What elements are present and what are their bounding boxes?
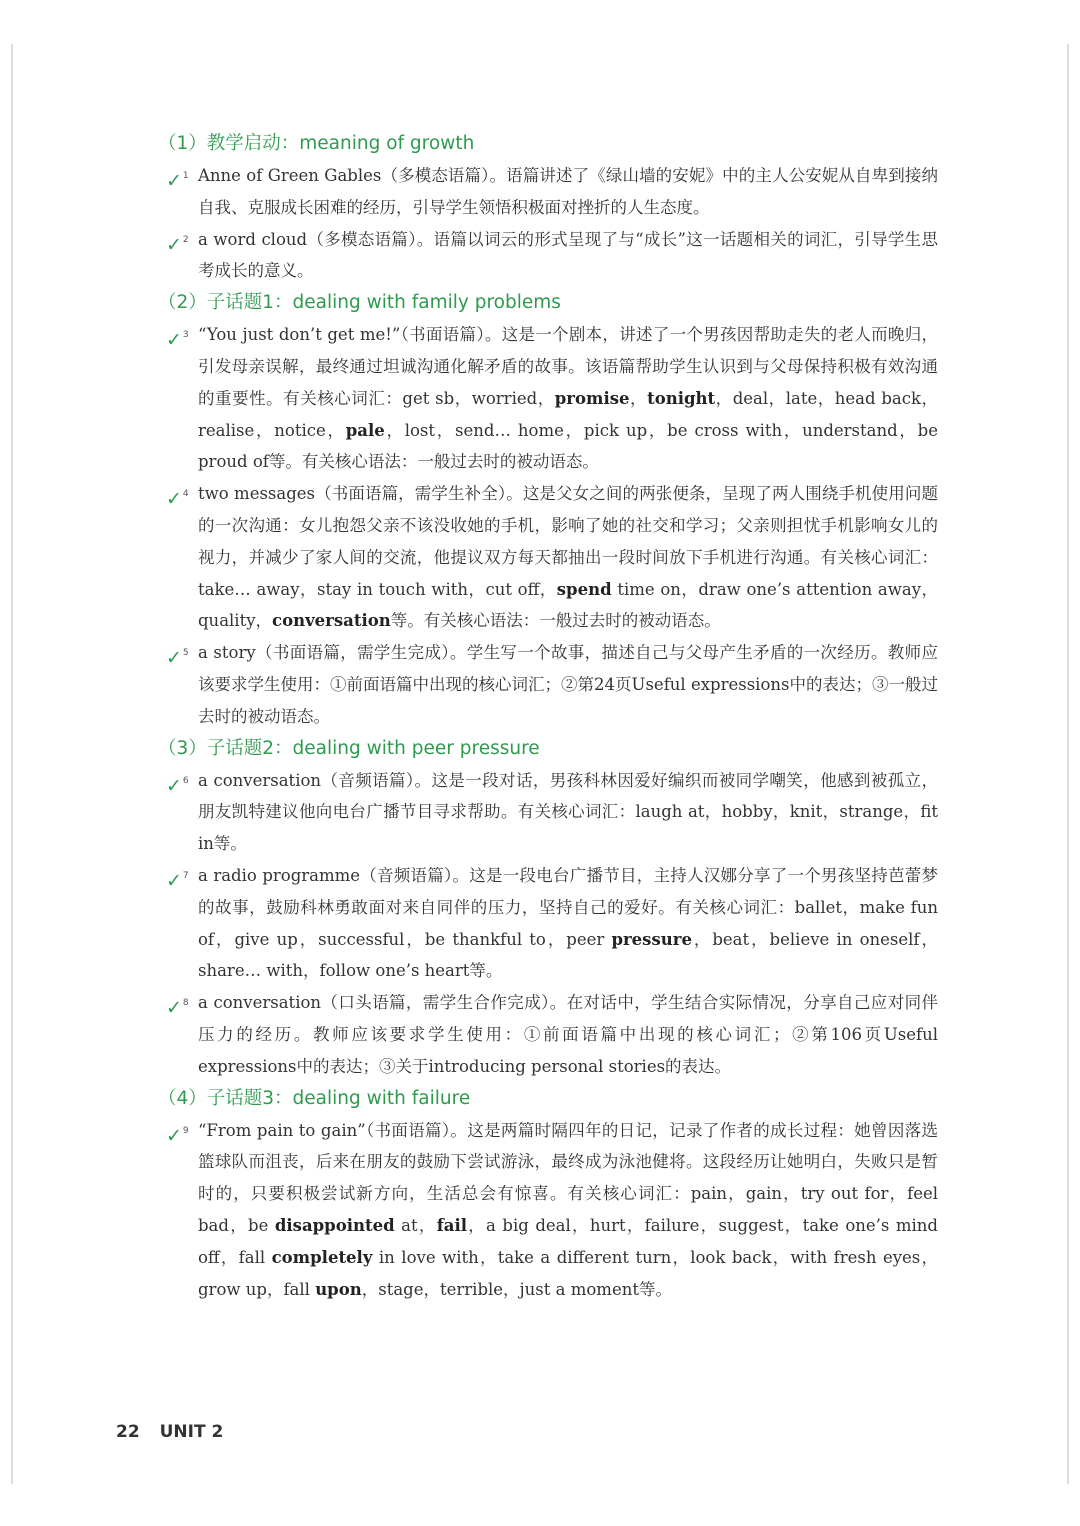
core-word: pressure — [611, 929, 692, 949]
section-heading: （3）子话题2：dealing with peer pressure — [158, 737, 540, 759]
unit-label: UNIT 2 — [159, 1422, 224, 1442]
item-text — [198, 1115, 938, 1306]
checkmark-icon: ✓$^4$ — [166, 488, 189, 511]
list-item — [158, 224, 938, 288]
section-heading: （1）教学启动：meaning of growth — [158, 133, 475, 154]
text-run: time on，draw one’s attention away，quality， — [198, 579, 938, 631]
core-word: disappointed — [274, 1215, 395, 1235]
item-number: 9 — [182, 1125, 189, 1136]
core-word: tonight — [647, 388, 716, 408]
item-text — [198, 319, 938, 478]
page-edge-right — [1067, 44, 1069, 1484]
checkmark-icon: ✓$^9$ — [166, 1124, 189, 1147]
core-word: spend — [556, 579, 612, 599]
text-run: Anne of Green Gables（多模态语篇）。语篇讲述了《绿山墙的安妮》中的主人公安妮从自卑到接纳自我、克服成长困难的经历，引导学生领悟积极面对挫折的人生态度。 — [198, 166, 938, 217]
item-number: 8 — [182, 998, 189, 1009]
item-text — [198, 860, 938, 987]
page-content — [158, 128, 938, 1305]
text-run: “From pain to gain”（书面语篇）。这是两篇时隔四年的日记，记录了作者的成长过程：她曾因落选篮球队而沮丧，后来在朋友的鼓励下尝试游泳，最终成为泳池健将。这段经历让她明白，失败只是暂时的，只要积极尝试新方向，生活总会有惊喜。有关核心词汇：pain，gain，try out for，feel bad，be — [198, 1120, 938, 1235]
text-run: ，lost，send… home，pick up，be cross with，understand，be proud of等。有关核心语法：一般过去时的被动语态。 — [198, 420, 938, 472]
item-number: 7 — [182, 870, 189, 881]
core-word: completely — [271, 1247, 373, 1267]
page-footer — [116, 1422, 223, 1442]
core-word: upon — [315, 1279, 362, 1299]
item-text — [198, 987, 938, 1082]
text-run: a radio programme（音频语篇）。这是一段电台广播节目，主持人汉娜分享了一个男孩坚持芭蕾梦的故事，鼓励科林勇敢面对来自同伴的压力，坚持自己的爱好。有关核心词汇：ballet，make fun of，give up，successful，be thankful to，peer — [198, 865, 938, 949]
checkmark-icon: ✓$^8$ — [166, 997, 189, 1020]
list-item — [158, 860, 938, 987]
core-word: conversation — [272, 611, 391, 631]
list-item — [158, 637, 938, 732]
text-run: ，a big deal，hurt，failure，suggest，take one’s mind off，fall — [198, 1215, 938, 1267]
text-run: ，beat，believe in oneself，share… with，follow one’s heart等。 — [198, 929, 938, 981]
list-item — [158, 478, 938, 637]
item-text — [198, 765, 938, 860]
text-run: a word cloud（多模态语篇）。语篇以词云的形式呈现了与“成长”这一话题相关的词汇，引导学生思考成长的意义。 — [198, 229, 938, 281]
item-number: 1 — [182, 171, 189, 181]
list-item — [158, 987, 938, 1082]
item-number: 3 — [182, 330, 189, 341]
text-run: ，deal，late，head back，realise，notice， — [198, 388, 939, 440]
text-run: at， — [394, 1215, 437, 1235]
core-word: fail — [436, 1215, 468, 1235]
section-heading: （2）子话题1：dealing with family problems — [158, 292, 561, 314]
section-heading: （4）子话题3：dealing with failure — [158, 1087, 471, 1109]
checkmark-icon: ✓$^7$ — [166, 869, 189, 892]
item-text — [198, 160, 938, 224]
checkmark-icon: ✓$^1$ — [166, 170, 189, 192]
item-number: 2 — [182, 234, 189, 245]
item-text — [198, 224, 938, 288]
item-number: 4 — [182, 489, 189, 500]
item-text — [198, 637, 938, 732]
list-item — [158, 765, 938, 860]
item-number: 6 — [182, 775, 189, 786]
text-run: a conversation（音频语篇）。这是一段对话，男孩科林因爱好编织而被同学嘲笑，他感到被孤立，朋友凯特建议他向电台广播节目寻求帮助。有关核心词汇：laugh at，hobby，knit，strange，fit in等。 — [198, 770, 938, 854]
checkmark-icon: ✓$^2$ — [166, 233, 189, 256]
checkmark-icon: ✓$^6$ — [166, 774, 189, 797]
item-number: 5 — [182, 648, 189, 659]
text-run: in love with，take a different turn，look back，with fresh eyes，grow up，fall — [198, 1247, 938, 1299]
text-run: two messages（书面语篇，需学生补全）。这是父女之间的两张便条，呈现了两人围绕手机使用问题的一次沟通：女儿抱怨父亲不该没收她的手机，影响了她的社交和学习；父亲则担忧手机影响女儿的视力，并减少了家人间的交流，他提议双方每天都抽出一段时间放下手机进行沟通。有关核心词汇：take… away，stay in touch with，cut off， — [198, 484, 938, 599]
text-run: 等。有关核心语法：一般过去时的被动语态。 — [390, 611, 721, 631]
text-run: ， — [629, 388, 648, 408]
list-item — [158, 160, 938, 224]
list-item — [158, 1115, 938, 1306]
item-text — [198, 478, 938, 637]
list-item — [158, 319, 938, 478]
core-word: pale — [345, 420, 385, 440]
text-run: a conversation（口头语篇，需学生合作完成）。在对话中，学生结合实际情况，分享自己应对同伴压力的经历。教师应该要求学生使用：①前面语篇中出现的核心词汇；②第106页Useful expressions中的表达；③关于introducing personal stories的表达。 — [198, 993, 938, 1076]
checkmark-icon: ✓$^5$ — [166, 647, 189, 670]
checkmark-icon: ✓$^3$ — [166, 329, 189, 352]
page-edge-left — [11, 44, 13, 1484]
text-run: a story（书面语篇，需学生完成）。学生写一个故事，描述自己与父母产生矛盾的一次经历。教师应该要求学生使用：①前面语篇中出现的核心词汇；②第24页Useful expressions中的表达；③一般过去时的被动语态。 — [198, 643, 938, 726]
text-run: “You just don’t get me!”（书面语篇）。这是一个剧本，讲述了一个男孩因帮助走失的老人而晚归，引发母亲误解，最终通过坦诚沟通化解矛盾的故事。该语篇帮助学生认识到与父母保持积极有效沟通的重要性。有关核心词汇：get sb，worried， — [198, 325, 938, 408]
page-number: 22 — [116, 1422, 140, 1442]
core-word: promise — [554, 388, 630, 408]
text-run: ，stage，terrible，just a moment等。 — [361, 1279, 672, 1299]
